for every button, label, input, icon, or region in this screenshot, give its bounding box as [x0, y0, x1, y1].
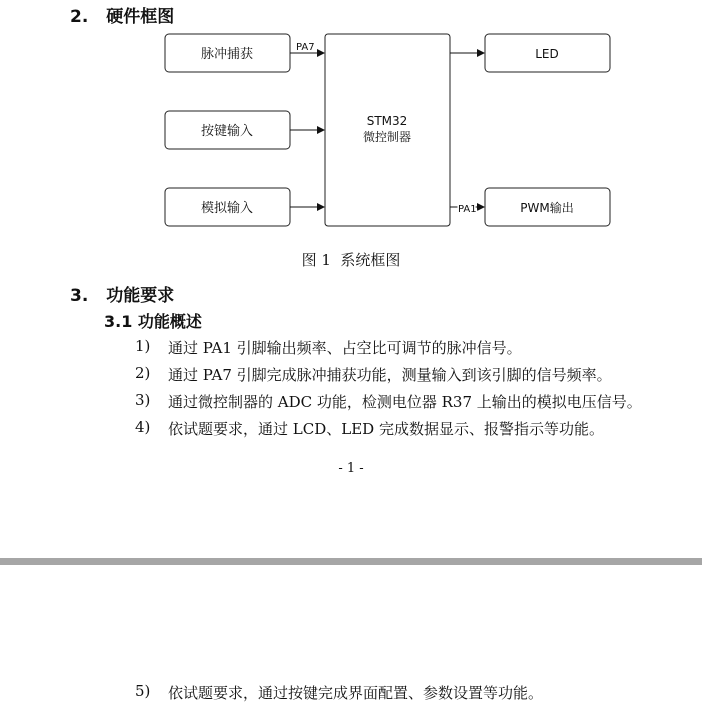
subsection-3-1-heading [104, 309, 202, 332]
list-item-number: 2) [135, 364, 151, 382]
pulse-capture-label: 脉冲捕获 [200, 47, 254, 62]
list-item [135, 682, 695, 702]
pa7-pin-label: PA7 [296, 42, 315, 53]
section-3-heading [70, 281, 174, 306]
system-block-diagram [0, 0, 702, 240]
led-label: LED [535, 47, 559, 61]
list-item [135, 391, 695, 411]
list-item-text: 通过 PA7 引脚完成脉冲捕获功能，测量输入到该引脚的信号频率。 [168, 366, 612, 384]
list-item-text: 依试题要求，通过按键完成界面配置、参数设置等功能。 [168, 684, 544, 702]
figure-caption: 图 1 系统框图 [301, 251, 401, 269]
list-item-number: 4) [135, 418, 151, 436]
key-input-label: 按键输入 [200, 124, 254, 139]
section-3-title: 功能要求 [106, 286, 175, 306]
list-item-text: 通过 PA1 引脚输出频率、占空比可调节的脉冲信号。 [168, 339, 522, 357]
page-number: - 1 - [338, 461, 364, 476]
pwm-output-label: PWM输出 [520, 201, 574, 215]
subsection-title: 功能概述 [137, 312, 202, 331]
list-item-text: 依试题要求，通过 LCD、LED 完成数据显示、报警指示等功能。 [168, 420, 604, 438]
list-item-number: 3) [135, 391, 151, 409]
list-item-number: 1) [135, 337, 151, 355]
analog-input-label: 模拟输入 [200, 201, 254, 216]
list-item-number: 5) [135, 682, 151, 700]
mcu-label-line2: 微控制器 [362, 130, 412, 144]
mcu-label-line1: STM32 [366, 114, 408, 128]
section-3-number: 3. [70, 286, 89, 306]
page-break-divider [0, 558, 702, 565]
subsection-number: 3.1 [104, 312, 133, 331]
section-2-number: 2. [70, 7, 89, 27]
pa1-pin-label: PA1 [458, 204, 477, 215]
list-item-text: 通过微控制器的 ADC 功能，检测电位器 R37 上输出的模拟电压信号。 [168, 393, 642, 411]
section-2-title: 硬件框图 [106, 7, 175, 27]
list-item [135, 418, 695, 438]
list-item [135, 337, 695, 357]
list-item [135, 364, 695, 384]
